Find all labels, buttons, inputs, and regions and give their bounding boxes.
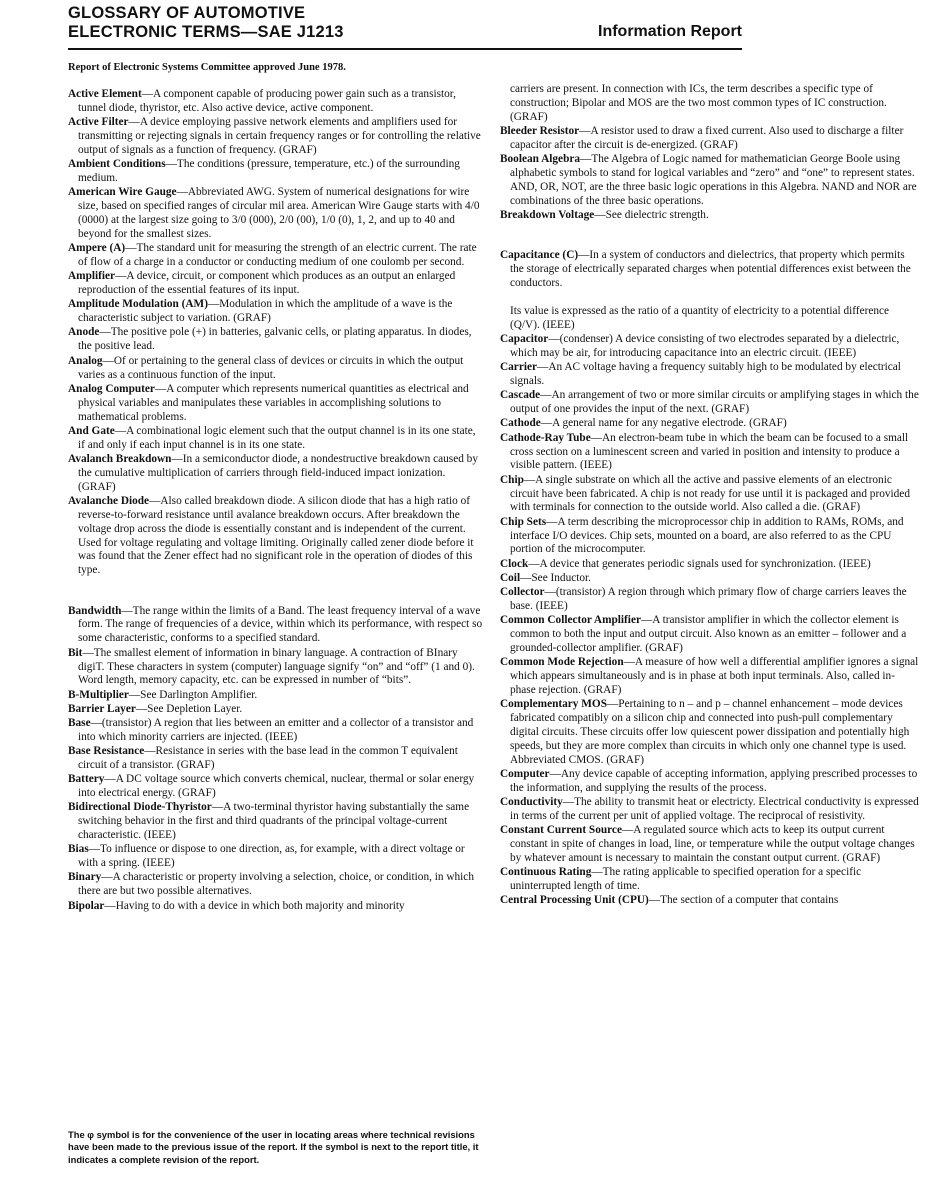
glossary-entry bbox=[500, 586, 920, 614]
glossary-term: Ampere (A) bbox=[68, 242, 126, 255]
capacitance-continuation: Its value is expressed as the ratio of a quantity of electricity to a potential difference (Q/V). (IEEE) bbox=[510, 304, 890, 331]
glossary-definition: —Modulation in which the amplitude of a wave is the characteristic subject to variation. (GRAF) bbox=[78, 298, 453, 325]
glossary-term: Active Element bbox=[68, 88, 142, 100]
glossary-entry bbox=[500, 361, 920, 389]
glossary-term: Constant Current Source bbox=[500, 824, 622, 837]
right-top-entries bbox=[500, 125, 920, 223]
glossary-entry bbox=[500, 417, 920, 431]
glossary-definition: —In a system of conductors and dielectrics, that property which permits the storage of electrically separated charges when potential differences exist between the conductors. bbox=[510, 248, 911, 289]
glossary-entry bbox=[500, 866, 920, 894]
approval-note: Report of Electronic Systems Committee approved June 1978. bbox=[68, 62, 346, 73]
glossary-term: Central Processing Unit (CPU) bbox=[500, 894, 649, 907]
glossary-entry bbox=[68, 801, 484, 843]
glossary-entry bbox=[68, 242, 484, 270]
glossary-term: Avalanche Diode bbox=[68, 494, 150, 507]
glossary-definition: —A characteristic or property involving a selection, choice, or condition, in which there are but two possible alternatives. bbox=[78, 871, 474, 898]
glossary-definition: —Any device capable of accepting information, applying prescribed processes to the information, and supplying the results of the process. bbox=[510, 768, 918, 794]
glossary-entry bbox=[500, 125, 920, 153]
glossary-entry bbox=[68, 88, 484, 116]
glossary-definition: —A regulated source which acts to keep its output current constant in spite of changes in load, line, or temperature while the output voltage changes by whatever amount is necessary to maintain the constant output current. (GRAF) bbox=[510, 824, 915, 865]
spacer bbox=[500, 223, 920, 249]
glossary-entry bbox=[68, 843, 484, 871]
glossary-entry bbox=[500, 698, 920, 768]
glossary-term: Clock bbox=[500, 557, 529, 570]
glossary-term: Bit bbox=[68, 646, 83, 659]
glossary-term: And Gate bbox=[68, 424, 115, 437]
glossary-definition: —An AC voltage having a frequency suitably high to be modulated by electrical signals. bbox=[510, 361, 901, 388]
glossary-entry bbox=[68, 270, 484, 298]
glossary-definition: —Of or pertaining to the general class of devices or circuits in which the output varies as a continuous function of the input. bbox=[78, 354, 464, 381]
right-bottom-entries bbox=[500, 333, 920, 908]
glossary-entry bbox=[68, 158, 484, 186]
glossary-definition: —To influence or dispose to one direction, as, for example, with a direct voltage or with a spring. (IEEE) bbox=[78, 843, 465, 870]
glossary-definition: —(condenser) A device consisting of two electrodes separated by a dielectric, which may be air, for introducing capacitance into an electric circuit. (IEEE) bbox=[510, 333, 900, 359]
glossary-definition: —Resistance in series with the base lead in the common T equivalent circuit of a transistor. (GRAF) bbox=[78, 745, 458, 772]
glossary-term: Barrier Layer bbox=[68, 702, 136, 715]
glossary-term: Active Filter bbox=[68, 116, 129, 129]
glossary-entry bbox=[68, 355, 484, 383]
glossary-term: Collector bbox=[500, 586, 545, 599]
left-column bbox=[68, 88, 484, 914]
glossary-definition: —In a semiconductor diode, a nondestructive breakdown caused by the cumulative multiplication of carriers through field-induced impact ionization. (GRAF) bbox=[78, 452, 478, 493]
glossary-definition: —A general name for any negative electrode. (GRAF) bbox=[540, 417, 787, 430]
glossary-term: Complementary MOS bbox=[500, 698, 607, 711]
report-title-line-1: GLOSSARY OF AUTOMOTIVE bbox=[68, 4, 306, 22]
glossary-definition: —The conditions (pressure, temperature, etc.) of the surrounding medium. bbox=[78, 158, 460, 185]
glossary-definition: —An arrangement of two or more similar circuits or amplifying stages in which the output of one provides the input of the next. (GRAF) bbox=[510, 389, 919, 416]
glossary-term: Bias bbox=[68, 843, 89, 856]
glossary-entry bbox=[500, 333, 920, 361]
glossary-definition: —The smallest element of information in binary language. A contraction of BInary digiT. These characters in system (computer) language signify “on” and “off” (1 and 0). Word length, memory capacity, etc. can be expressed in number of “bits”. bbox=[78, 646, 475, 687]
glossary-entry bbox=[68, 425, 484, 453]
glossary-term: Chip bbox=[500, 473, 524, 486]
glossary-definition: —A transistor amplifier in which the collector element is common to both the input and output circuit. Also known as an emitter – follower and a grounded-collector amplifier. (GRAF) bbox=[510, 614, 907, 654]
glossary-term: Common Mode Rejection bbox=[500, 656, 624, 669]
glossary-entry bbox=[68, 186, 484, 242]
glossary-term: Breakdown Voltage bbox=[500, 208, 595, 221]
glossary-definition: —See dielectric strength. bbox=[594, 208, 709, 221]
glossary-term: Boolean Algebra bbox=[500, 152, 581, 165]
glossary-term: Cathode bbox=[500, 417, 541, 430]
glossary-entry bbox=[68, 871, 484, 899]
glossary-term: American Wire Gauge bbox=[68, 186, 177, 199]
glossary-definition: —Having to do with a device in which both majority and minority bbox=[104, 899, 405, 912]
glossary-entry bbox=[68, 717, 484, 745]
glossary-term: Chip Sets bbox=[500, 515, 547, 528]
glossary-definition: —Abbreviated AWG. System of numerical designations for wire size, based on specified ranges of circular mil area. American Wire Gauge starts with 4/0 (0000) at the largest size going to 3/0 (000), 2/0 (00), 1/0 (0), 1, 2, and up to 40 and beyond for the smallest sizes. bbox=[78, 186, 480, 240]
glossary-definition: —The positive pole (+) in batteries, galvanic cells, or plating apparatus. In diodes, the positive lead. bbox=[78, 326, 472, 353]
glossary-definition: —Pertaining to n – and p – channel enhancement – mode devices fabricated compatibly on a silicon chip and connected into push-pull complementary digital circuits. These circuits offer low quiescent power dissipation and potentially high speeds, but they are more complex than circuits in which only one channel type is used. Abbreviated CMOS. (GRAF) bbox=[510, 698, 910, 766]
glossary-entry bbox=[500, 572, 920, 586]
glossary-definition: —A term describing the microprocessor chip in addition to RAMs, ROMs, and interface I/O devices. Chip sets, mounted on a board, are also referred to as the CPU portion of the microcomputer. bbox=[510, 515, 904, 556]
glossary-term: Base Resistance bbox=[68, 745, 145, 758]
glossary-entry bbox=[500, 516, 920, 558]
glossary-definition: —A combinational logic element such that the output channel is in its one state, if and only if each input channel is in its one state. bbox=[78, 424, 476, 451]
glossary-definition: —An electron-beam tube in which the beam can be focused to a small cross section on a luminescent screen and varied in position and intensity to produce a visible pattern. (IEEE) bbox=[510, 431, 909, 472]
glossary-definition: —A device that generates periodic signals used for synchronization. (IEEE) bbox=[528, 557, 871, 570]
glossary-definition: —The section of a computer that contains bbox=[648, 894, 839, 907]
glossary-term: Coil bbox=[500, 571, 521, 584]
spacer bbox=[500, 291, 920, 305]
header-divider bbox=[68, 48, 742, 50]
glossary-term: Bidirectional Diode-Thyristor bbox=[68, 801, 212, 814]
glossary-entry bbox=[500, 824, 920, 866]
glossary-term: Bipolar bbox=[68, 899, 105, 912]
report-header bbox=[68, 4, 742, 42]
glossary-term: Analog bbox=[68, 354, 103, 367]
glossary-definition: —The rating applicable to specified operation for a specific uninterrupted length of time. bbox=[510, 866, 862, 893]
glossary-term: Continuous Rating bbox=[500, 866, 592, 879]
glossary-term: Base bbox=[68, 717, 91, 730]
glossary-term: Amplitude Modulation (AM) bbox=[68, 298, 208, 311]
glossary-definition: —A component capable of producing power gain such as a transistor, tunnel diode, thyristor, etc. Also active device, active component. bbox=[78, 88, 456, 114]
glossary-entry bbox=[500, 389, 920, 417]
glossary-entry bbox=[68, 900, 484, 914]
glossary-entry bbox=[68, 495, 484, 578]
glossary-entry bbox=[68, 383, 484, 425]
glossary-entry bbox=[500, 249, 920, 291]
glossary-entry bbox=[500, 614, 920, 656]
glossary-term: Battery bbox=[68, 773, 105, 786]
glossary-entry bbox=[500, 894, 920, 908]
glossary-definition: —See Darlington Amplifier. bbox=[128, 688, 258, 701]
revision-footnote: The φ symbol is for the convenience of the user in locating areas where technical revisions have been made to the previous issue of the report. If the symbol is next to the report title, it indicates a complete revision of the report. bbox=[68, 1129, 479, 1165]
glossary-definition: —The ability to transmit heat or electricty. Electrical conductivity is expressed in terms of the current per unit of applied voltage. The reciprocal of resistivity. bbox=[510, 796, 919, 823]
glossary-entry bbox=[500, 432, 920, 474]
glossary-definition: —A resistor used to draw a fixed current. Also used to discharge a filter capacitor after the circuit is de-energized. (GRAF) bbox=[510, 124, 904, 151]
glossary-term: Carrier bbox=[500, 361, 538, 374]
glossary-term: Binary bbox=[68, 871, 102, 884]
glossary-term: Avalanch Breakdown bbox=[68, 452, 172, 465]
glossary-entry bbox=[500, 209, 920, 223]
glossary-entry bbox=[68, 453, 484, 495]
glossary-entry bbox=[500, 796, 920, 824]
glossary-entry bbox=[68, 689, 484, 703]
glossary-definition: —A two-terminal thyristor having substantially the same switching behavior in the first and third quadrants of the principal voltage-current characteristic. (IEEE) bbox=[78, 801, 470, 842]
report-title-line-2: ELECTRONIC TERMS—SAE J1213 bbox=[68, 23, 344, 41]
glossary-entry bbox=[68, 605, 484, 647]
glossary-term: Analog Computer bbox=[68, 382, 155, 395]
glossary-definition: —A device, circuit, or component which produces as an output an enlarged reproduction of the essential features of its input. bbox=[78, 270, 456, 297]
glossary-definition: —(transistor) A region that lies between an emitter and a collector of a transistor and into which minority carriers are injected. (IEEE) bbox=[78, 717, 474, 743]
glossary-term: Cascade bbox=[500, 389, 541, 402]
glossary-entry bbox=[500, 558, 920, 572]
glossary-term: Amplifier bbox=[68, 270, 116, 283]
glossary-entry bbox=[500, 768, 920, 796]
glossary-term: Capacitance (C) bbox=[500, 248, 579, 261]
glossary-definition: —The standard unit for measuring the strength of an electric current. The rate of flow of a charge in a conductor or conducting medium of one coulomb per second. bbox=[78, 242, 477, 269]
glossary-definition: —A DC voltage source which converts chemical, nuclear, thermal or solar energy into electrical energy. (GRAF) bbox=[78, 773, 475, 800]
glossary-entry bbox=[68, 326, 484, 354]
glossary-term: Conductivity bbox=[500, 796, 563, 809]
spacer bbox=[68, 579, 484, 605]
glossary-definition: —The Algebra of Logic named for mathematician George Boole using alphabetic symbols to stand for logical variables and “zero” and “one” to represent states. AND, OR, NOT, are the three basic logic operations in this Algebra. NAND and NOR are combinations of the three basic operations. bbox=[510, 152, 917, 207]
glossary-term: Cathode-Ray Tube bbox=[500, 431, 591, 444]
glossary-entry bbox=[500, 153, 920, 209]
bipolar-continuation: carriers are present. In connection with ICs, the term describes a specific type of construction; Bipolar and MOS are the two most common types of IC construction. (GRAF) bbox=[510, 83, 887, 123]
glossary-definition: —A single substrate on which all the active and passive elements of an electronic circuit have been fabricated. A chip is not ready for use until it is packaged and provided with terminals for connection to the outside world. Also called a die. (GRAF) bbox=[510, 473, 910, 514]
glossary-term: Bleeder Resistor bbox=[500, 124, 580, 137]
glossary-entry bbox=[68, 703, 484, 717]
report-type-label: Information Report bbox=[598, 23, 742, 40]
glossary-definition: —See Inductor. bbox=[520, 571, 591, 584]
glossary-entry bbox=[68, 773, 484, 801]
glossary-entry bbox=[68, 647, 484, 689]
glossary-definition: —(transistor) A region through which primary flow of charge carriers leaves the base. (IEEE) bbox=[510, 586, 907, 612]
glossary-term: Capacitor bbox=[500, 333, 549, 346]
glossary-term: Computer bbox=[500, 768, 550, 781]
glossary-term: Bandwidth bbox=[68, 604, 122, 617]
glossary-definition: —A computer which represents numerical quantities as electrical and physical variables and manipulates these variables in accomplishing solutions to mathematical problems. bbox=[78, 382, 469, 423]
glossary-term: Ambient Conditions bbox=[68, 158, 166, 171]
glossary-definition: —A measure of how well a differential amplifier ignores a signal which appears simultaneously and is in phase at both input terminals. Also, called in-phase rejection. (GRAF) bbox=[510, 656, 919, 696]
glossary-entry bbox=[500, 656, 920, 698]
glossary-definition: —See Depletion Layer. bbox=[135, 702, 243, 715]
glossary-definition: —Also called breakdown diode. A silicon diode that has a high ratio of reverse-to-forward resistance until avalance breakdown occurs. After breakdown the voltage drop across the diode is essentially constant and is independent of the current. Used for voltage regulating and voltage limiting. Originally called zener diode before it was found that the Zener effect had no significant role in the operation of diodes of this type. bbox=[78, 494, 474, 577]
right-column bbox=[500, 83, 920, 909]
glossary-term: Anode bbox=[68, 326, 100, 339]
glossary-entry bbox=[68, 298, 484, 326]
glossary-term: Common Collector Amplifier bbox=[500, 614, 641, 627]
glossary-term: B-Multiplier bbox=[68, 688, 129, 701]
glossary-entry bbox=[500, 474, 920, 516]
glossary-entry bbox=[68, 116, 484, 158]
glossary-definition: —A device employing passive network elements and amplifiers used for transmitting or rejecting signals in certain frequency ranges or for controlling the relative output of signals as a function of frequency. (GRAF) bbox=[78, 116, 481, 156]
glossary-entry bbox=[68, 745, 484, 773]
glossary-definition: —The range within the limits of a Band. The least frequency interval of a wave form. The range of frequencies of a device, within which its performance, with respect so some characteristic, conforms to a specified standard. bbox=[78, 604, 483, 645]
